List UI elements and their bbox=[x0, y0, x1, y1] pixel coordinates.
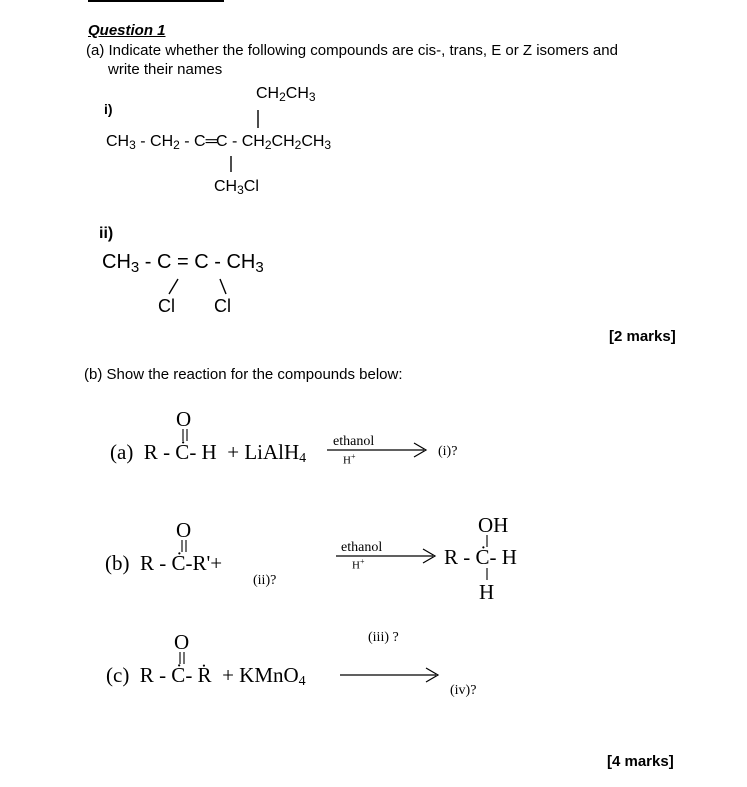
reaction-b-arrow-top: ethanol bbox=[341, 540, 383, 555]
reaction-c-product: (iv)? bbox=[450, 683, 477, 698]
reaction-a-oxygen: O bbox=[176, 407, 192, 431]
reaction-a-arrow-bottom: H+ bbox=[343, 452, 356, 467]
compound-ii-left-chlorine: Cl bbox=[158, 296, 175, 316]
compound-i-bottom-substituent: $CH_3Cl$ bbox=[214, 178, 259, 197]
compound-ii-main-chain: $CH_3 - C = C - CH_3$ bbox=[102, 251, 264, 276]
reaction-c-reactants: (c) R - Ċ- Ṙ + KMnO$_4$ bbox=[106, 663, 306, 689]
reaction-a-arrow-top: ethanol bbox=[333, 434, 375, 449]
marks-part-b: [4 marks] bbox=[607, 753, 674, 770]
compound-i-label: i) bbox=[104, 101, 113, 117]
reaction-b-product-mid: R - Ċ- H bbox=[444, 545, 517, 569]
reaction-b-arrow-bottom: H+ bbox=[352, 557, 365, 572]
compound-ii-right-chlorine: Cl bbox=[214, 296, 231, 316]
reaction-b-product-top: OH bbox=[478, 513, 509, 537]
compound-i-main-chain: $CH_3 - CH_2$ - C═C - $CH_2CH_2CH_3$ bbox=[106, 133, 332, 152]
question-title: Question 1 bbox=[88, 22, 166, 39]
reaction-c-arrow-top: (iii) ? bbox=[368, 630, 399, 645]
part-b-instruction: (b) Show the reaction for the compounds below: bbox=[84, 366, 403, 383]
reaction-a-product: (i)? bbox=[438, 444, 458, 459]
reaction-b-reactants: (b) R - Ċ-R'+ bbox=[105, 551, 223, 575]
compound-ii-left-bond bbox=[169, 279, 178, 294]
reaction-b-product-bottom: H bbox=[479, 580, 495, 604]
reaction-b-reagent: (ii)? bbox=[253, 573, 277, 588]
part-a-instruction-line1: (a) Indicate whether the following compounds are cis-, trans, E or Z isomers and bbox=[86, 42, 618, 59]
compound-ii-label: ii) bbox=[99, 225, 114, 242]
reaction-c-oxygen: O bbox=[174, 630, 190, 654]
marks-part-a: [2 marks] bbox=[609, 328, 676, 345]
compound-i-top-substituent: $CH_2CH_3$ bbox=[256, 85, 316, 104]
compound-ii-right-bond bbox=[220, 279, 226, 294]
reaction-b-oxygen: O bbox=[176, 518, 192, 542]
part-a-instruction-line2: write their names bbox=[108, 61, 223, 78]
reaction-a-reactants: (a) R - Ċ- H + LiAlH$_4$ bbox=[110, 440, 307, 466]
